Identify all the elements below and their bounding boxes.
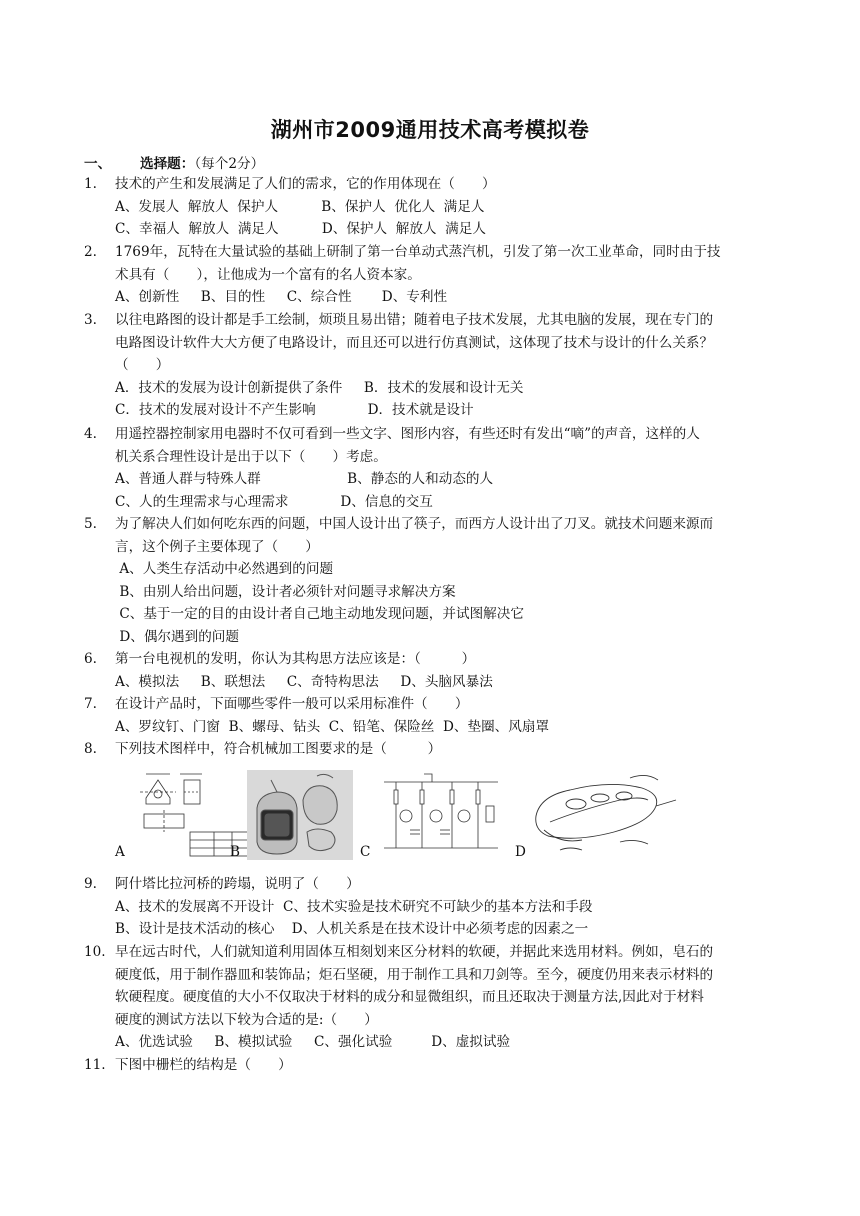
question-6 [84, 648, 784, 693]
question-number: 4. [84, 426, 97, 442]
product-sketch-figure [247, 770, 353, 860]
question-7 [84, 693, 784, 738]
figure-label-d: D [515, 844, 526, 860]
question-text: 在设计产品时，下面哪些零件一般可以采用标准件（ ） [115, 696, 469, 712]
option-line: D、偶尔遇到的问题 [115, 628, 239, 645]
option-line: A、创新性 B、目的性 C、综合性 D、专利性 [115, 289, 448, 306]
page-title: 湖州市2009通用技术高考模拟卷 [270, 118, 590, 142]
option-line: B、由别人给出问题，设计者必须针对问题寻求解决方案 [115, 583, 456, 600]
option-line: C、人的生理需求与心理需求 D、信息的交互 [115, 493, 433, 510]
question-text: 软硬程度。硬度值的大小不仅取决于材料的成分和显微组织，而且还取决于测量方法,因此对于材料 [115, 989, 704, 1006]
option-line: C、幸福人 解放人 满足人 D、保护人 解放人 满足人 [115, 221, 486, 238]
section-number: 一、 [84, 156, 112, 172]
question-text: 下图中栅栏的结构是（ ） [115, 1057, 292, 1073]
question-number: 9. [84, 876, 97, 892]
question-number: 7. [84, 696, 97, 712]
section-heading [84, 152, 264, 172]
section-note: （每个2分） [194, 156, 265, 172]
figure-label-a: A [115, 844, 125, 860]
question-1 [84, 173, 784, 241]
option-line: A、技术的发展离不开设计 C、技术实验是技术研究不可缺少的基本方法和手段 [115, 898, 593, 915]
question-text: 电路图设计软件大大方便了电路设计，而且还可以进行仿真测试，这体现了技术与设计的什么关系？ [115, 334, 714, 351]
question-text: 硬度的测试方法以下较为合适的是:（ ） [115, 1011, 378, 1028]
question-10 [84, 941, 784, 1054]
question-text: 硬度低，用于制作器皿和装饰品；炬石坚硬，用于制作工具和刀剑等。至今，硬度仍用来表示材料的 [115, 966, 714, 983]
option-line: A、罗纹钉、门窗 B、螺母、钻头 C、铅笔、保险丝 D、垫圈、风扇罩 [115, 718, 550, 735]
question-text: 言，这个例子主要体现了（ ） [115, 538, 319, 555]
question-text: （ ） [115, 357, 170, 374]
option-line: A、人类生存活动中必然遇到的问题 [115, 561, 334, 578]
question-8 [84, 738, 784, 761]
question-number: 10. [84, 944, 106, 960]
question-11 [84, 1054, 784, 1077]
option-line: A、优选试验 B、模拟试验 C、强化试验 D、虚拟试验 [115, 1034, 511, 1051]
option-line: A．技术的发展为设计创新提供了条件 B．技术的发展和设计无关 [115, 379, 524, 396]
question-number: 6. [84, 651, 97, 667]
option-line: A、普通人群与特殊人群 B、静态的人和动态的人 [115, 471, 494, 488]
section-title: 选择题： [140, 156, 195, 172]
figure-label-c: C [360, 844, 371, 860]
question-text: 用遥控器控制家用电器时不仅可看到一些文字、图形内容，有些还时有发出“嘀”的声音，这样的人 [115, 426, 700, 442]
question-number: 5. [84, 516, 97, 532]
question-number: 1. [84, 176, 97, 192]
question-text: 第一台电视机的发明，你认为其构思方法应该是：（ ） [115, 651, 476, 667]
question-text: 下列技术图样中，符合机械加工图要求的是（ ） [115, 741, 442, 757]
question-3 [84, 309, 784, 422]
question-number: 11. [84, 1057, 106, 1073]
question-text: 早在远古时代，人们就知道利用固体互相刻划来区分材料的软硬，并据此来选用材料。例如，皂石的 [115, 944, 714, 960]
question-2 [84, 241, 784, 309]
circuit-diagram-figure [380, 770, 502, 860]
option-line: B、设计是技术活动的核心 D、人机关系是在技术设计中必须考虑的因素之一 [115, 921, 589, 938]
question-text: 机关系合理性设计是出于以下（ ）考虑。 [115, 448, 387, 465]
question-text: 阿什塔比拉河桥的跨塌，说明了（ ） [115, 876, 360, 892]
question-number: 8. [84, 741, 97, 757]
question-number: 2. [84, 244, 97, 260]
car-concept-sketch-figure [530, 770, 680, 860]
question-text: 为了解决人们如何吃东西的问题，中国人设计出了筷子，而西方人设计出了刀叉。就技术问题来源而 [115, 516, 714, 532]
question-text: 技术的产生和发展满足了人们的需求，它的作用体现在（ ） [115, 176, 496, 192]
question-text: 1769年，瓦特在大量试验的基础上研制了第一台单动式蒸汽机，引发了第一次工业革命，同时由于技 [115, 244, 721, 260]
option-line: A、模拟法 B、联想法 C、奇特构思法 D、头脑风暴法 [115, 673, 493, 690]
question-4 [84, 423, 784, 513]
question-text: 术具有（ ），让他成为一个富有的名人资本家。 [115, 266, 421, 283]
question-text: 以往电路图的设计都是手工绘制，烦琐且易出错；随着电子技术发展，尤其电脑的发展，现在专门的 [115, 312, 714, 328]
question-9 [84, 873, 784, 941]
option-line: C、基于一定的目的由设计者自己地主动地发现问题，并试图解决它 [115, 606, 524, 623]
question-5 [84, 513, 784, 649]
figure-label-b: B [230, 844, 240, 860]
figure-row [84, 770, 784, 862]
option-line: A、发展人 解放人 保护人 B、保护人 优化人 满足人 [115, 198, 485, 215]
option-line: C．技术的发展对设计不产生影响 D．技术就是设计 [115, 402, 474, 419]
question-number: 3. [84, 312, 97, 328]
